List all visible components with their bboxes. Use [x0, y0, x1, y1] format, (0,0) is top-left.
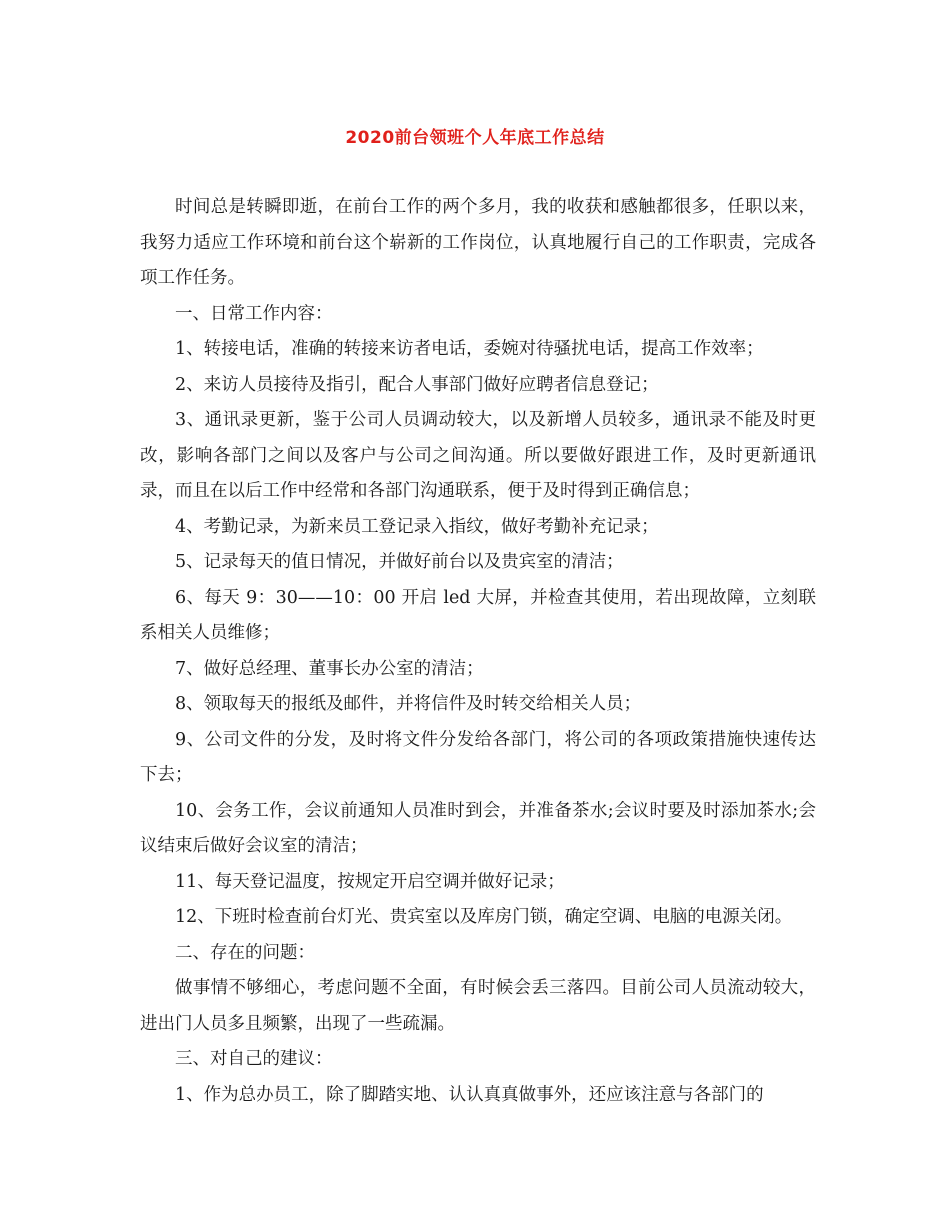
document-body [140, 190, 816, 1113]
section-heading-suggestions: 三、对自己的建议： [175, 1049, 333, 1069]
section-heading-problems: 二、存在的问题： [175, 942, 315, 963]
list-item: 5、记录每天的值日情况，并做好前台以及贵宾室的清洁； [175, 552, 624, 572]
list-item: 9、公司文件的分发，及时将文件分发给各部门，将公司的各项政策措施快速传达下去； [140, 729, 816, 785]
list-item: 10、会务工作，会议前通知人员准时到会，并准备茶水;会议时要及时添加茶水;会议结束后做好会议室的清洁； [140, 800, 816, 856]
list-item: 12、下班时检查前台灯光、贵宾室以及库房门锁，确定空调、电脑的电源关闭。 [175, 907, 793, 927]
paragraph-problems: 做事情不够细心，考虑问题不全面，有时候会丢三落四。目前公司人员流动较大，进出门人员多且频繁，出现了一些疏漏。 [140, 978, 816, 1034]
list-item: 2、来访人员接待及指引，配合人事部门做好应聘者信息登记； [175, 374, 659, 395]
document-title: 2020前台领班个人年底工作总结 [345, 128, 605, 148]
list-item: 6、每天 9：30——10：00 开启 led 大屏，并检查其使用，若出现故障，立刻联系相关人员维修； [140, 587, 816, 643]
list-item: 4、考勤记录，为新来员工登记录入指纹，做好考勤补充记录； [175, 516, 659, 537]
section-heading-daily-work: 一、日常工作内容： [175, 303, 333, 324]
list-item: 7、做好总经理、董事长办公室的清洁； [175, 658, 484, 679]
paragraph-intro: 时间总是转瞬即逝，在前台工作的两个多月，我的收获和感触都很多，任职以来，我努力适应工作环境和前台这个崭新的工作岗位，认真地履行自己的工作职责，完成各项工作任务。 [140, 197, 816, 288]
list-item: 1、转接电话，准确的转接来访者电话，委婉对待骚扰电话，提高工作效率； [175, 339, 764, 359]
list-item: 11、每天登记温度，按规定开启空调并做好记录； [175, 871, 565, 892]
list-item: 1、作为总办员工，除了脚踏实地、认认真真做事外，还应该注意与各部门的 [175, 1084, 764, 1105]
list-item: 8、领取每天的报纸及邮件，并将信件及时转交给相关人员； [175, 694, 642, 714]
list-item: 3、通讯录更新，鉴于公司人员调动较大，以及新增人员较多，通讯录不能及时更改，影响各部门之间以及客户与公司之间沟通。所以要做好跟进工作，及时更新通讯录，而且在以后工作中经常和各部门沟通联系，便于及时得到正确信息； [140, 410, 816, 501]
